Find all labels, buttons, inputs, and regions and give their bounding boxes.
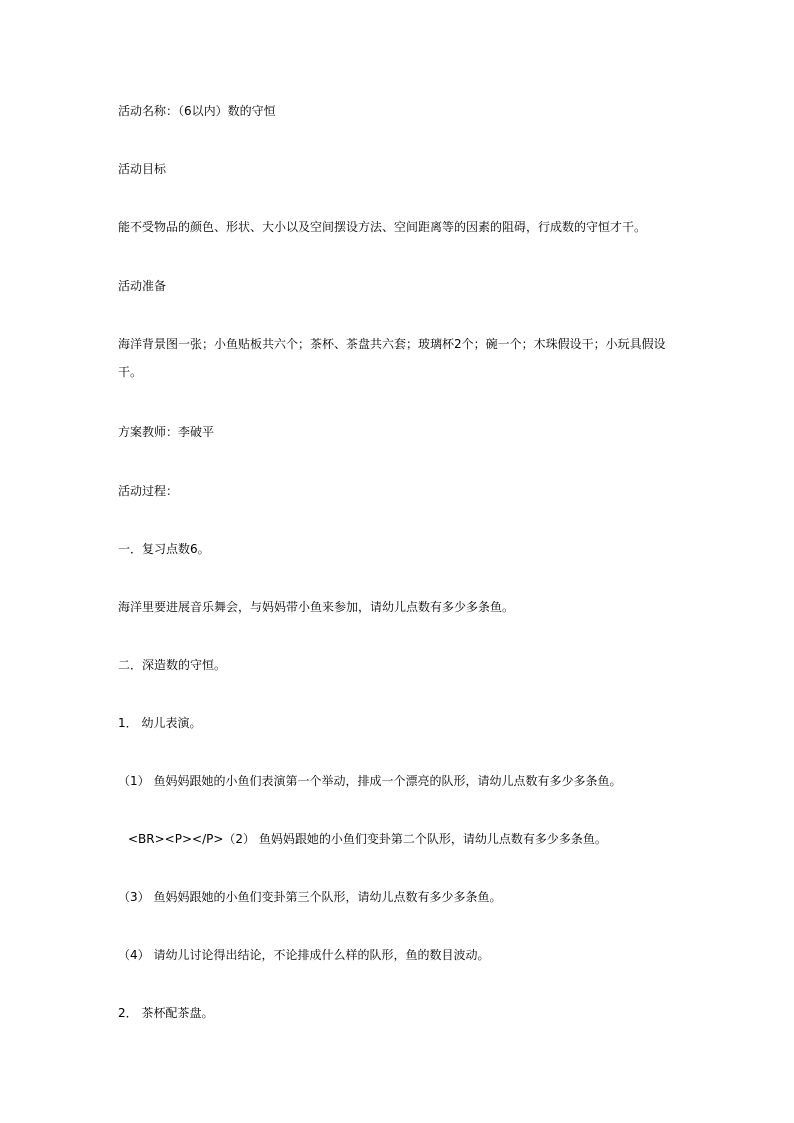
item-one: 1． 幼儿表演。: [118, 716, 202, 730]
sub-item-4: （4） 请幼儿讨论得出结论，不论排成什么样的队形，鱼的数目波动。: [118, 948, 490, 962]
prep-heading: 活动准备: [118, 279, 167, 293]
step-one-text: 海洋里要进展音乐舞会，与妈妈带小鱼来参加，请幼儿点数有多少多条鱼。: [118, 600, 515, 614]
teacher-line: 方案教师：李破平: [118, 425, 215, 439]
goal-text: 能不受物品的颜色、形状、大小以及空间摆设方法、空间距离等的因素的阻碍，行成数的守恒才干。: [118, 220, 647, 234]
sub-item-3: （3） 鱼妈妈跟她的小鱼们变卦第三个队形，请幼儿点数有多少多条鱼。: [118, 890, 502, 904]
goal-heading: 活动目标: [118, 162, 167, 176]
activity-title: 活动名称：（6以内）数的守恒: [118, 104, 276, 118]
sub-item-2: <BR><P></P>（2） 鱼妈妈跟她的小鱼们变卦第二个队形，请幼儿点数有多少多条鱼。: [128, 832, 607, 846]
step-two: 二．深造数的守恒。: [118, 658, 227, 672]
step-one: 一．复习点数6。: [118, 542, 210, 556]
prep-text: 海洋背景图一张；小鱼贴板共六个；茶杯、茶盘共六套；玻璃杯2个；碗一个；木珠假设干；小玩具假设干。: [118, 337, 666, 379]
process-heading: 活动过程：: [118, 484, 179, 498]
sub-item-1: （1） 鱼妈妈跟她的小鱼们表演第一个举动，排成一个漂亮的队形，请幼儿点数有多少多条鱼。: [118, 774, 622, 788]
item-two: 2． 茶杯配茶盘。: [118, 1006, 214, 1020]
